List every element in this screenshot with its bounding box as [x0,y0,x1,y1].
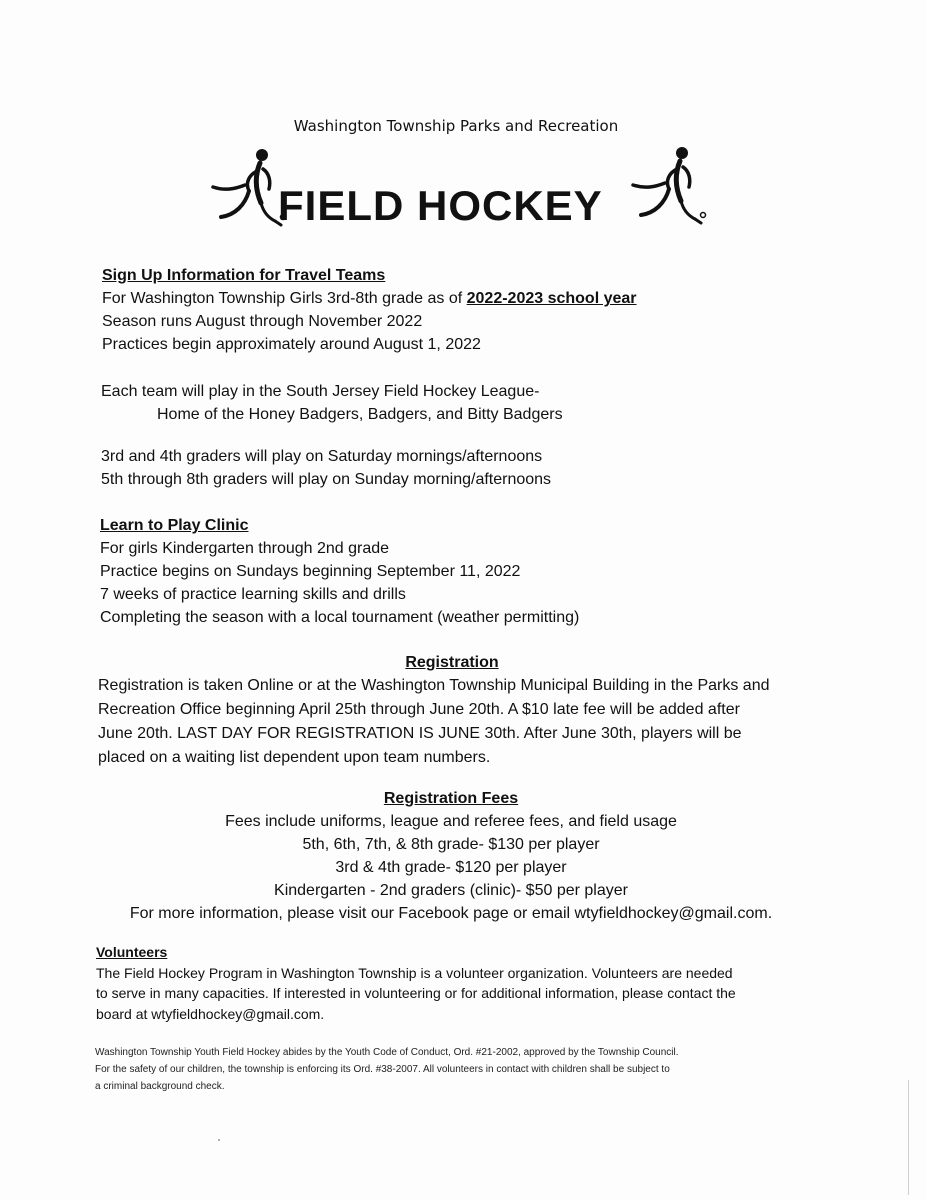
fees-line: Kindergarten - 2nd graders (clinic)- $50 per player [274,882,628,899]
fees-section [0,787,902,925]
clinic-heading: Learn to Play Clinic [100,517,249,534]
page-title: FIELD HOCKEY [278,182,603,229]
organization-name: Washington Township Parks and Recreation [293,117,619,135]
fees-line: 3rd & 4th grade- $120 per player [335,859,567,876]
league-info [101,380,563,426]
fees-heading: Registration Fees [383,790,519,807]
eligibility-line [102,287,637,310]
clinic-line: Completing the season with a local tournament (weather permitting) [100,609,580,626]
volunteers-line: The Field Hockey Program in Washington Township is a volunteer organization. Volunteers are needed [96,964,733,981]
footer-notice [95,1044,679,1095]
travel-teams-heading: Sign Up Information for Travel Teams [102,267,386,284]
season-line: Season runs August through November 2022 [102,313,423,330]
footer-line: a criminal background check. [95,1081,225,1092]
travel-teams-section [102,264,637,356]
game-schedule [101,445,551,491]
clinic-section [100,514,579,629]
scan-speck [218,1139,220,1141]
footer-line: For the safety of our children, the township is enforcing its Ord. #38-2007. All volunteers in contact with children shall be subject to [95,1064,670,1075]
contact-line: For more information, please visit our Facebook page or email wtyfieldhockey@gmail.com. [129,905,773,922]
registration-line: Recreation Office beginning April 25th through June 20th. A $10 late fee will be added after [98,701,740,718]
registration-line: June 20th. LAST DAY FOR REGISTRATION IS JUNE 30th. After June 30th, players will be [98,725,742,742]
registration-line: placed on a waiting list dependent upon team numbers. [98,749,491,766]
fees-line: Fees include uniforms, league and referee fees, and field usage [225,813,677,830]
fees-line: 5th, 6th, 7th, & 8th grade- $130 per player [302,836,600,853]
registration-section [98,674,769,770]
volunteers-section [96,942,736,1024]
field-hockey-player-icon [205,145,285,230]
eligibility-text: For Washington Township Girls 3rd-8th grade as of [102,290,467,307]
footer-line: Washington Township Youth Field Hockey abides by the Youth Code of Conduct, Ord. #21-2002, approved by the Township Council. [95,1047,679,1058]
field-hockey-player-icon [630,145,710,230]
clinic-line: Practice begins on Sundays beginning September 11, 2022 [100,563,521,580]
volunteers-line: board at wtyfieldhockey@gmail.com. [96,1005,325,1022]
title-banner [200,145,720,235]
eligibility-year: 2022-2023 school year [466,290,637,307]
league-teams-line: Home of the Honey Badgers, Badgers, and Bitty Badgers [157,406,563,423]
schedule-line: 5th through 8th graders will play on Sunday morning/afternoons [101,471,552,488]
practices-line: Practices begin approximately around August 1, 2022 [102,336,481,353]
schedule-line: 3rd and 4th graders will play on Saturday mornings/afternoons [101,448,543,465]
volunteers-heading: Volunteers [96,944,168,960]
volunteers-line: to serve in many capacities. If interested in volunteering or for additional information, please contact the [96,985,736,1001]
registration-heading: Registration [405,654,499,671]
scan-edge-line [908,1080,909,1195]
registration-line: Registration is taken Online or at the Washington Township Municipal Building in the Parks and [98,677,770,694]
clinic-line: For girls Kindergarten through 2nd grade [100,540,390,557]
league-line: Each team will play in the South Jersey Field Hockey League- [101,383,540,400]
clinic-line: 7 weeks of practice learning skills and drills [100,586,406,603]
